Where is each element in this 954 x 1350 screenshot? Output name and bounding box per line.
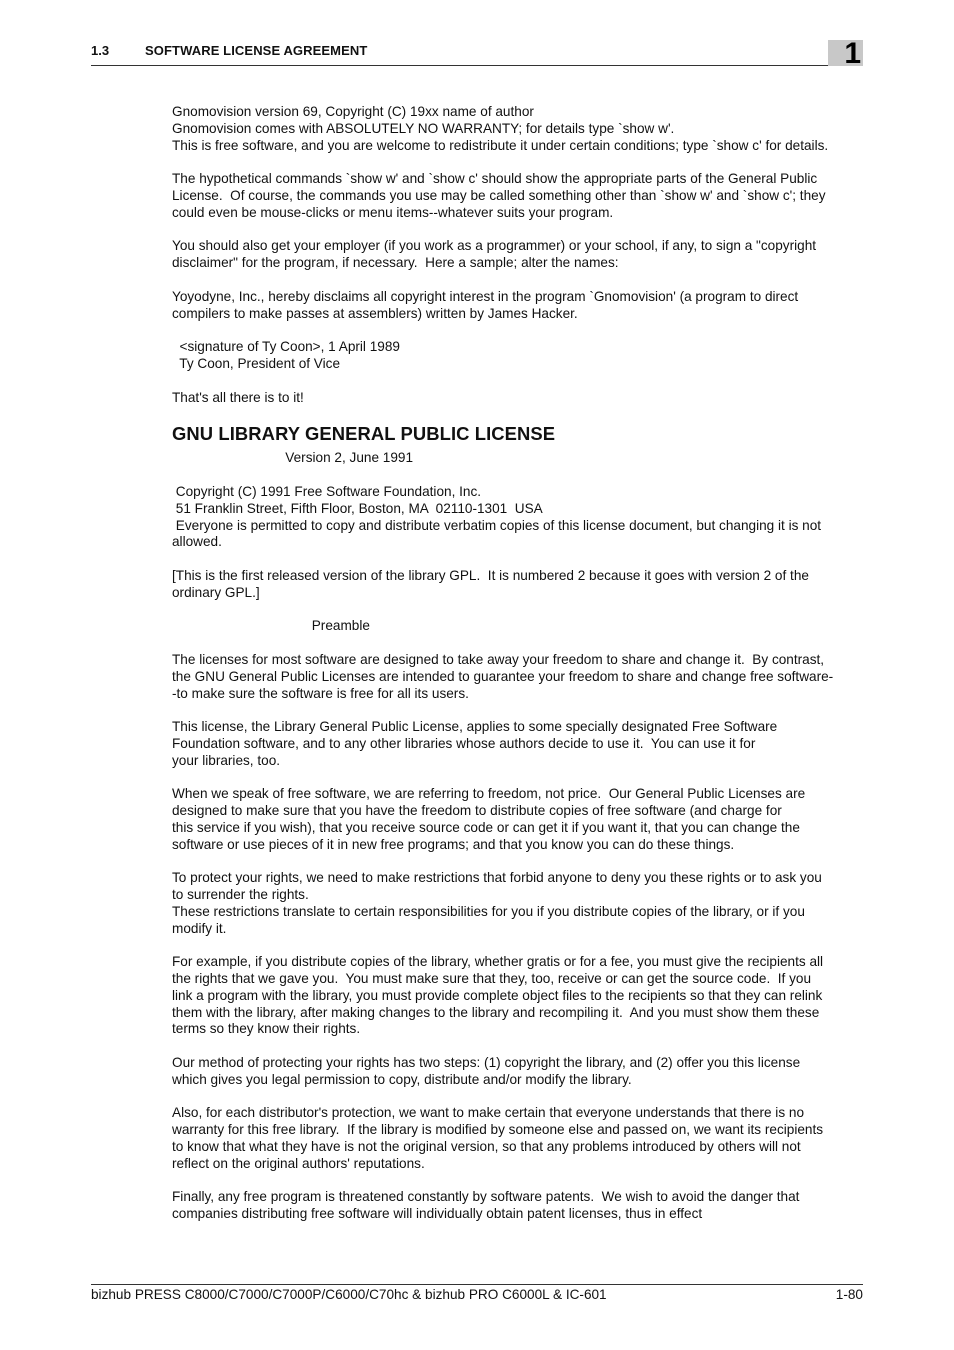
signature-block: <signature of Ty Coon>, 1 April 1989 Ty Coon, President of Vice	[179, 339, 400, 371]
copyright-notice: Copyright (C) 1991 Free Software Foundation, Inc. 51 Franklin Street, Fifth Floor, Boston, MA 02110-1301 USA Everyone is permitted to copy and distribute verbatim copies of this license document, but changing it is not allowed.	[172, 483, 822, 550]
paragraph: You should also get your employer (if you work as a programmer) or your school, if any, to sign a "copyright disclaimer" for the program, if necessary. Here a sample; alter the names:	[172, 238, 817, 271]
paragraph: The licenses for most software are designed to take away your freedom to share and change it. By contrast, the GNU General Public Licenses are intended to guarantee your freedom to share and change free software- -to make sure the software is free for all its users.	[172, 651, 834, 701]
chapter-number: 1	[844, 37, 861, 70]
paragraph: When we speak of free software, we are referring to freedom, not price. Our General Public Licenses are designed to make sure that you have the freedom to distribute copies of free software (and charge for this service if you wish), that you receive source code or can get it if you want it, that you can change the software or use pieces of it in new free programs; and that you know you can do these things.	[172, 786, 806, 852]
preamble-title: Preamble	[172, 618, 370, 634]
section-title: SOFTWARE LICENSE AGREEMENT	[145, 43, 368, 58]
paragraph: Finally, any free program is threatened constantly by software patents. We wish to avoid the danger that companies distributing free software will individually obtain patent licenses, thus in effect	[172, 1189, 800, 1222]
chapter-badge	[828, 37, 863, 70]
paragraph: [This is the first released version of the library GPL. It is numbered 2 because it goes with version 2 of the ordinary GPL.]	[172, 567, 809, 600]
section-heading: GNU LIBRARY GENERAL PUBLIC LICENSE	[172, 423, 556, 445]
paragraph: Also, for each distributor's protection, we want to make certain that everyone understands that there is no warranty for this free library. If the library is modified by someone else and passed on, we want its recipients to know that what they have is not the original version, so that any problems introduced by others will not reflect on the original authors' reputations.	[172, 1105, 824, 1171]
paragraph: Gnomovision version 69, Copyright (C) 19xx name of author Gnomovision comes with ABSOLUTELY NO WARRANTY; for details type `show w'. This is free software, and you are welcome to redistribute it under certain conditions; type `show c' for details.	[172, 104, 829, 153]
paragraph: The hypothetical commands `show w' and `show c' should show the appropriate parts of the General Public License. Of course, the commands you use may be called something other than `show w' and `show c'; they could even be mouse-clicks or menu items--whatever suits your program.	[172, 171, 826, 220]
page-footer	[91, 1284, 863, 1302]
paragraph: Yoyodyne, Inc., hereby disclaims all copyright interest in the program `Gnomovision' (a program to direct compilers to make passes at assemblers) written by James Hacker.	[172, 288, 799, 321]
version-line: Version 2, June 1991	[172, 450, 414, 466]
paragraph: To protect your rights, we need to make restrictions that forbid anyone to deny you these rights or to ask you to surrender the rights. These restrictions translate to certain responsibilities for you if you distribute copies of the library, or if you modify it.	[172, 870, 822, 936]
paragraph: That's all there is to it!	[172, 389, 304, 405]
footer-product: bizhub PRESS C8000/C7000/C7000P/C6000/C70hc & bizhub PRO C6000L & IC-601	[91, 1287, 607, 1302]
page-number: 1-80	[835, 1287, 863, 1302]
paragraph: For example, if you distribute copies of the library, whether gratis or for a fee, you must give the recipients all the rights that we gave you. You must make sure that they, too, receive or can get the source code. If you link a program with the library, you must provide complete object files to the recipients so that they can relink them with the library, after making changes to the library and recompiling it. And you must show them these terms so they know their rights.	[172, 954, 824, 1037]
page-body	[172, 104, 872, 1223]
paragraph: This license, the Library General Public License, applies to some specially designated Free Software Foundation software, and to any other libraries whose authors decide to use it. You can use it for your libraries, too.	[172, 719, 778, 768]
paragraph: Our method of protecting your rights has two steps: (1) copyright the library, and (2) offer you this license which gives you legal permission to copy, distribute and/or modify the library.	[172, 1055, 801, 1087]
page-header	[91, 41, 863, 66]
section-number: 1.3	[91, 43, 110, 58]
